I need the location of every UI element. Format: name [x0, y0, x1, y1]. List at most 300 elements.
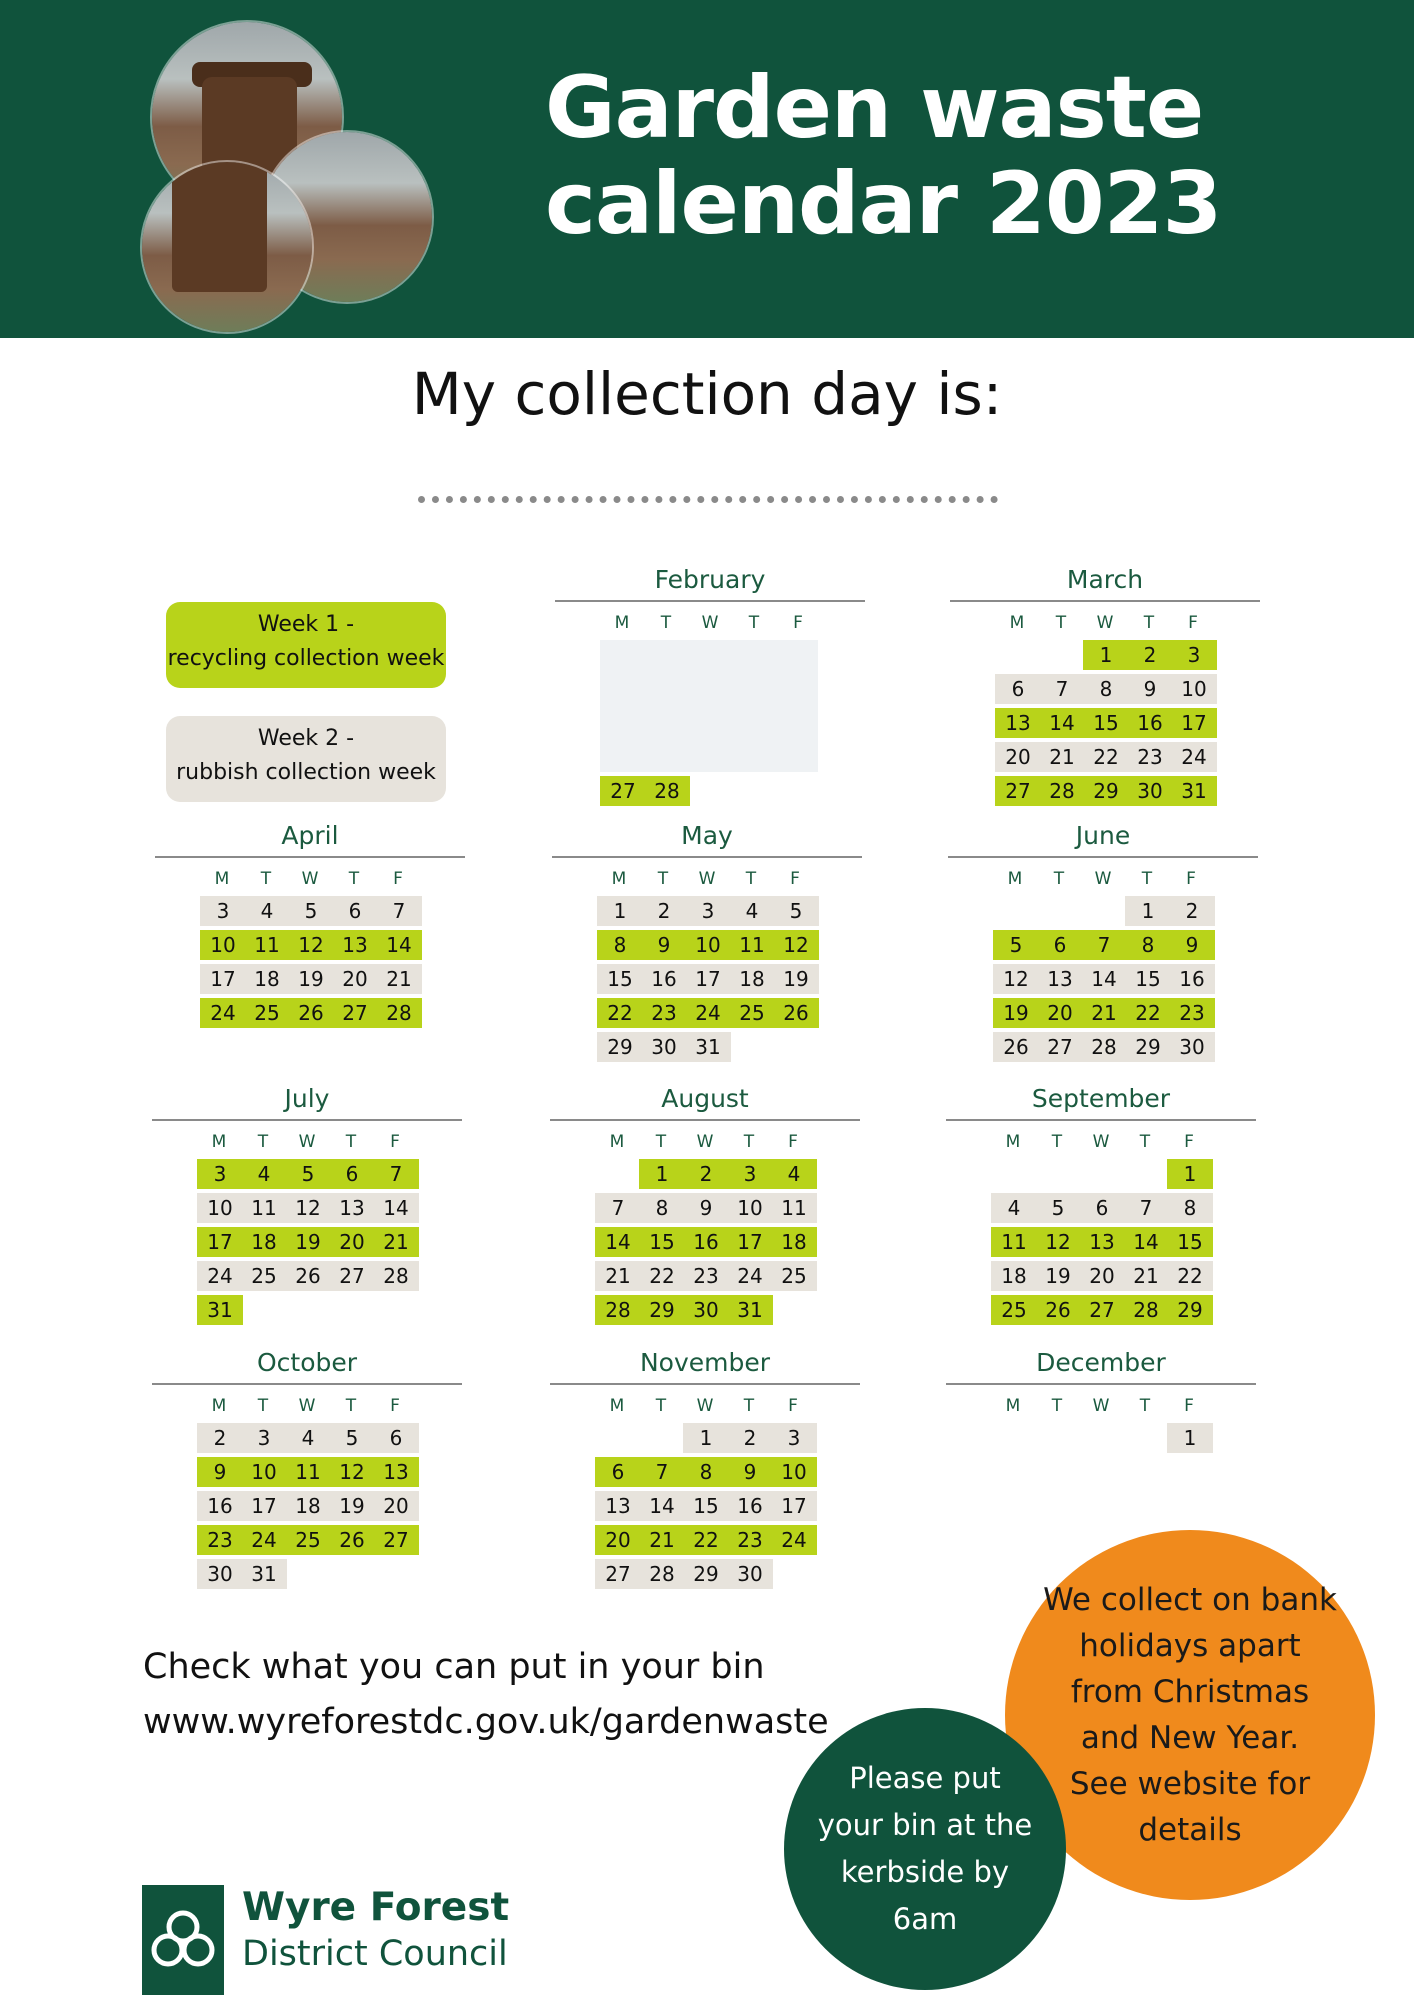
- month-divider: [152, 1383, 462, 1385]
- empty-day: [776, 776, 822, 806]
- day-cell: 13: [1079, 1227, 1125, 1257]
- day-cell: 20: [595, 1525, 641, 1555]
- day-cell: 20: [995, 742, 1041, 772]
- day-cell: 9: [683, 1193, 729, 1223]
- day-cell: 25: [285, 1525, 331, 1555]
- month-october: [152, 1347, 462, 1589]
- day-cell: 1: [597, 896, 643, 926]
- day-cell: 5: [773, 896, 819, 926]
- week-row: [595, 1491, 815, 1521]
- day-cell: 13: [1037, 964, 1083, 994]
- day-cell: 7: [376, 896, 422, 926]
- month-september: [946, 1083, 1256, 1325]
- week-row: [995, 776, 1215, 806]
- day-cell: 27: [332, 998, 378, 1028]
- month-days-grid: [991, 1393, 1211, 1453]
- week-row: [197, 1227, 417, 1257]
- empty-day: [1035, 1423, 1081, 1453]
- day-cell: 5: [1035, 1193, 1081, 1223]
- day-cell: 30: [1127, 776, 1173, 806]
- day-cell: 29: [639, 1295, 685, 1325]
- day-cell: 6: [332, 896, 378, 926]
- day-cell: 14: [639, 1491, 685, 1521]
- weekday-header: M: [1005, 1132, 1021, 1152]
- week-row: [595, 1261, 815, 1291]
- day-cell: 9: [1127, 674, 1173, 704]
- day-cell: 4: [244, 896, 290, 926]
- week-row: [597, 930, 817, 960]
- month-days-grid: [595, 1393, 815, 1589]
- month-june: [948, 820, 1258, 1062]
- logo-subtitle: District Council: [242, 1934, 508, 1974]
- day-cell: 26: [288, 998, 334, 1028]
- month-days-grid: [597, 866, 817, 1062]
- day-cell: 19: [1035, 1261, 1081, 1291]
- day-cell: 14: [1081, 964, 1127, 994]
- day-cell: 15: [1083, 708, 1129, 738]
- week-row: [197, 1159, 417, 1189]
- empty-day: [1081, 896, 1127, 926]
- weekday-header: W: [301, 869, 319, 889]
- week-row: [197, 1559, 417, 1589]
- week-row: [197, 1457, 417, 1487]
- weekday-header: T: [1051, 1396, 1063, 1416]
- notice-line: from Christmas: [1070, 1674, 1310, 1710]
- empty-day: [771, 1559, 817, 1589]
- day-cell: 17: [685, 964, 731, 994]
- month-name: February: [654, 565, 766, 594]
- empty-day: [773, 1032, 819, 1062]
- day-cell: 26: [993, 1032, 1039, 1062]
- empty-day: [595, 1159, 641, 1189]
- day-cell: 6: [1079, 1193, 1125, 1223]
- day-cell: 2: [683, 1159, 729, 1189]
- week-row: [597, 964, 817, 994]
- day-cell: 15: [597, 964, 643, 994]
- day-cell: 7: [1123, 1193, 1169, 1223]
- trefoil-logo-icon: [142, 1885, 224, 1995]
- month-days-grid: [200, 866, 420, 1028]
- day-cell: 24: [241, 1525, 287, 1555]
- weekday-header-row: [993, 866, 1213, 892]
- weekday-header-row: [600, 610, 820, 636]
- day-cell: 19: [993, 998, 1039, 1028]
- month-divider: [152, 1119, 462, 1121]
- weekday-header: T: [657, 869, 669, 889]
- month-name: June: [1075, 821, 1131, 850]
- day-cell: 16: [1169, 964, 1215, 994]
- day-cell: 5: [329, 1423, 375, 1453]
- day-cell: 31: [241, 1559, 287, 1589]
- day-cell: 3: [197, 1159, 243, 1189]
- day-cell: 20: [373, 1491, 419, 1521]
- weekday-header: T: [345, 1132, 357, 1152]
- day-cell: 25: [771, 1261, 817, 1291]
- month-divider: [550, 1383, 860, 1385]
- month-name: August: [661, 1084, 749, 1113]
- weekday-header: F: [793, 613, 803, 633]
- day-cell: 10: [200, 930, 246, 960]
- empty-day: [729, 1032, 775, 1062]
- month-days-grid: [991, 1129, 1211, 1325]
- weekday-header: F: [390, 1132, 400, 1152]
- weekday-header: T: [1053, 869, 1065, 889]
- empty-day: [1123, 1159, 1169, 1189]
- notice-line: 6am: [892, 1902, 958, 1936]
- day-cell: 30: [197, 1559, 243, 1589]
- check-bin-info: [143, 1640, 829, 1750]
- week-row: [995, 674, 1215, 704]
- weekday-header-row: [595, 1129, 815, 1155]
- day-cell: 24: [727, 1261, 773, 1291]
- empty-day: [1079, 1159, 1125, 1189]
- month-days-grid: [197, 1393, 417, 1589]
- day-cell: 10: [1171, 674, 1217, 704]
- collection-day-heading: My collection day is:: [411, 360, 1003, 428]
- day-cell: 26: [773, 998, 819, 1028]
- day-cell: 25: [241, 1261, 287, 1291]
- week-row: [991, 1423, 1211, 1453]
- month-name: September: [1031, 1084, 1171, 1113]
- empty-day: [285, 1295, 331, 1325]
- month-divider: [946, 1383, 1256, 1385]
- day-cell: 28: [1039, 776, 1085, 806]
- legend-rubbish-week: [166, 716, 446, 802]
- day-cell: 11: [991, 1227, 1037, 1257]
- day-cell: 4: [771, 1159, 817, 1189]
- day-cell: 31: [1171, 776, 1217, 806]
- week-row: [991, 1261, 1211, 1291]
- day-cell: 4: [729, 896, 775, 926]
- month-divider: [555, 600, 865, 602]
- week-row: [600, 776, 820, 806]
- week-row: [197, 1193, 417, 1223]
- day-cell: 10: [771, 1457, 817, 1487]
- weekday-header: M: [609, 1396, 625, 1416]
- day-cell: 22: [683, 1525, 729, 1555]
- day-cell: 13: [373, 1457, 419, 1487]
- day-cell: 23: [641, 998, 687, 1028]
- day-cell: 6: [1037, 930, 1083, 960]
- weekday-header: F: [393, 869, 403, 889]
- day-cell: 20: [332, 964, 378, 994]
- day-cell: 21: [1123, 1261, 1169, 1291]
- month-days-grid: [595, 1129, 815, 1325]
- day-cell: 29: [1167, 1295, 1213, 1325]
- empty-day: [639, 1423, 685, 1453]
- week-row: [991, 1159, 1211, 1189]
- weekday-header: M: [211, 1396, 227, 1416]
- weekday-header: W: [298, 1396, 316, 1416]
- week-row: [197, 1423, 417, 1453]
- day-cell: 14: [595, 1227, 641, 1257]
- weekday-header: T: [257, 1132, 269, 1152]
- empty-day: [688, 776, 734, 806]
- notice-line: We collect on bank: [1043, 1582, 1337, 1618]
- empty-day: [732, 776, 778, 806]
- day-cell: 2: [1169, 896, 1215, 926]
- day-cell: 18: [771, 1227, 817, 1257]
- empty-day: [1123, 1423, 1169, 1453]
- day-cell: 28: [373, 1261, 419, 1291]
- weekday-header: M: [1005, 1396, 1021, 1416]
- weekday-header: T: [748, 613, 760, 633]
- day-cell: 12: [993, 964, 1039, 994]
- day-cell: 31: [727, 1295, 773, 1325]
- day-cell: 19: [329, 1491, 375, 1521]
- weekday-header-row: [595, 1393, 815, 1419]
- day-cell: 1: [639, 1159, 685, 1189]
- day-cell: 27: [1037, 1032, 1083, 1062]
- day-cell: 31: [685, 1032, 731, 1062]
- day-cell: 21: [1039, 742, 1085, 772]
- week-row: [197, 1525, 417, 1555]
- day-cell: 6: [995, 674, 1041, 704]
- weekday-header: T: [743, 1396, 755, 1416]
- weekday-header-row: [197, 1393, 417, 1419]
- day-cell: 3: [685, 896, 731, 926]
- day-cell: 20: [1037, 998, 1083, 1028]
- weekday-header: F: [390, 1396, 400, 1416]
- notice-line: kerbside by: [840, 1855, 1010, 1889]
- weekday-header: T: [1139, 1132, 1151, 1152]
- day-cell: 9: [197, 1457, 243, 1487]
- day-cell: 8: [683, 1457, 729, 1487]
- day-cell: 1: [1167, 1423, 1213, 1453]
- day-cell: 7: [1081, 930, 1127, 960]
- day-cell: 25: [729, 998, 775, 1028]
- week-row: [993, 930, 1213, 960]
- day-cell: 17: [771, 1491, 817, 1521]
- day-cell: 17: [241, 1491, 287, 1521]
- check-bin-text: Check what you can put in your bin: [143, 1647, 765, 1687]
- weekday-header: T: [1055, 613, 1067, 633]
- day-cell: 21: [639, 1525, 685, 1555]
- day-cell: 11: [244, 930, 290, 960]
- day-cell: 5: [288, 896, 334, 926]
- weekday-header-row: [995, 610, 1215, 636]
- day-cell: 3: [241, 1423, 287, 1453]
- day-cell: 21: [1081, 998, 1127, 1028]
- bin-photo: [140, 10, 440, 320]
- day-cell: 27: [595, 1559, 641, 1589]
- kerbside-notice: [784, 1708, 1066, 1990]
- empty-day: [771, 1295, 817, 1325]
- day-cell: 30: [1169, 1032, 1215, 1062]
- day-cell: 16: [683, 1227, 729, 1257]
- week-row: [993, 964, 1213, 994]
- day-cell: 26: [1035, 1295, 1081, 1325]
- month-march: [950, 564, 1260, 806]
- weekday-header-row: [991, 1393, 1211, 1419]
- day-cell: 18: [729, 964, 775, 994]
- day-cell: 27: [329, 1261, 375, 1291]
- legend-label: Week 2 -: [257, 726, 355, 751]
- month-name: November: [639, 1348, 771, 1377]
- day-cell: 3: [727, 1159, 773, 1189]
- day-cell: 19: [288, 964, 334, 994]
- weekday-header: F: [1184, 1132, 1194, 1152]
- weekday-header: W: [1094, 869, 1112, 889]
- weekday-header: M: [614, 613, 630, 633]
- week-row: [197, 1295, 417, 1325]
- day-cell: 13: [995, 708, 1041, 738]
- day-cell: 4: [991, 1193, 1037, 1223]
- empty-day: [993, 896, 1039, 926]
- day-cell: 15: [1167, 1227, 1213, 1257]
- day-cell: 3: [200, 896, 246, 926]
- week-row: [197, 1491, 417, 1521]
- day-cell: 12: [1035, 1227, 1081, 1257]
- day-cell: 24: [771, 1525, 817, 1555]
- day-cell: 9: [727, 1457, 773, 1487]
- legend-label: recycling collection week: [167, 646, 445, 671]
- weekday-header: T: [345, 1396, 357, 1416]
- day-cell: 18: [241, 1227, 287, 1257]
- day-cell: 11: [285, 1457, 331, 1487]
- day-cell: 29: [1083, 776, 1129, 806]
- day-cell: 29: [683, 1559, 729, 1589]
- month-days-grid: [995, 610, 1215, 806]
- empty-day: [373, 1295, 419, 1325]
- day-cell: 12: [288, 930, 334, 960]
- month-november: [550, 1347, 860, 1589]
- weekday-header: M: [211, 1132, 227, 1152]
- notice-line: and New Year.: [1080, 1720, 1300, 1756]
- weekday-header: W: [1092, 1396, 1110, 1416]
- weekday-header: T: [745, 869, 757, 889]
- week-row: [595, 1457, 815, 1487]
- empty-day: [991, 1423, 1037, 1453]
- week-row: [993, 896, 1213, 926]
- weekday-header: W: [701, 613, 719, 633]
- title-line-1: Garden waste: [545, 58, 1204, 158]
- day-cell: 18: [991, 1261, 1037, 1291]
- day-cell: 4: [285, 1423, 331, 1453]
- website-link[interactable]: www.wyreforestdc.gov.uk/gardenwaste: [143, 1702, 829, 1742]
- week-row: [995, 640, 1215, 670]
- legend-label: rubbish collection week: [176, 760, 436, 785]
- weekday-header: F: [788, 1132, 798, 1152]
- empty-day: [991, 1159, 1037, 1189]
- notice-line: See website for: [1069, 1766, 1311, 1802]
- month-days-grid: [600, 610, 820, 806]
- week-row: [200, 964, 420, 994]
- day-cell: 23: [727, 1525, 773, 1555]
- weekday-header: W: [1092, 1132, 1110, 1152]
- month-august: [550, 1083, 860, 1325]
- day-cell: 8: [597, 930, 643, 960]
- weekday-header: T: [260, 869, 272, 889]
- day-cell: 5: [993, 930, 1039, 960]
- day-cell: 22: [639, 1261, 685, 1291]
- week-row: [595, 1193, 815, 1223]
- week-row: [991, 1227, 1211, 1257]
- weekday-header: M: [611, 869, 627, 889]
- day-cell: 7: [1039, 674, 1085, 704]
- week-row: [995, 708, 1215, 738]
- day-cell: 7: [595, 1193, 641, 1223]
- day-cell: 14: [376, 930, 422, 960]
- day-cell: 2: [197, 1423, 243, 1453]
- day-cell: 27: [600, 776, 646, 806]
- weekday-header: T: [1139, 1396, 1151, 1416]
- day-cell: 21: [595, 1261, 641, 1291]
- weekday-header-row: [197, 1129, 417, 1155]
- month-december: [946, 1347, 1256, 1453]
- weekday-header: W: [1096, 613, 1114, 633]
- day-cell: 24: [200, 998, 246, 1028]
- day-cell: 13: [329, 1193, 375, 1223]
- week-row: [597, 1032, 817, 1062]
- day-cell: 24: [197, 1261, 243, 1291]
- weekday-header: F: [1184, 1396, 1194, 1416]
- day-cell: 15: [1125, 964, 1171, 994]
- day-cell: 6: [373, 1423, 419, 1453]
- week-row: [595, 1295, 815, 1325]
- month-july: [152, 1083, 462, 1325]
- day-cell: 5: [285, 1159, 331, 1189]
- week-row: [200, 896, 420, 926]
- day-cell: 10: [727, 1193, 773, 1223]
- day-cell: 17: [727, 1227, 773, 1257]
- day-cell: 23: [683, 1261, 729, 1291]
- day-cell: 11: [729, 930, 775, 960]
- day-cell: 12: [773, 930, 819, 960]
- day-cell: 30: [683, 1295, 729, 1325]
- day-cell: 15: [639, 1227, 685, 1257]
- day-cell: 14: [373, 1193, 419, 1223]
- day-cell: 13: [332, 930, 378, 960]
- weekday-header-row: [200, 866, 420, 892]
- day-cell: 27: [995, 776, 1041, 806]
- empty-day: [1079, 1423, 1125, 1453]
- day-cell: 16: [1127, 708, 1173, 738]
- empty-day: [285, 1559, 331, 1589]
- day-cell: 29: [1125, 1032, 1171, 1062]
- weekday-header: W: [696, 1396, 714, 1416]
- day-cell: 16: [727, 1491, 773, 1521]
- month-name: July: [284, 1084, 330, 1113]
- weekday-header: W: [298, 1132, 316, 1152]
- weekday-header: T: [1051, 1132, 1063, 1152]
- day-cell: 26: [285, 1261, 331, 1291]
- day-cell: 14: [1123, 1227, 1169, 1257]
- day-cell: 6: [595, 1457, 641, 1487]
- weekday-header: T: [257, 1396, 269, 1416]
- weekday-header: M: [214, 869, 230, 889]
- month-divider: [948, 856, 1258, 858]
- collection-day-fill-line: [418, 496, 998, 503]
- day-cell: 2: [1127, 640, 1173, 670]
- day-cell: 30: [641, 1032, 687, 1062]
- day-cell: 9: [1169, 930, 1215, 960]
- day-cell: 28: [376, 998, 422, 1028]
- day-cell: 22: [597, 998, 643, 1028]
- week-row: [995, 742, 1215, 772]
- day-cell: 30: [727, 1559, 773, 1589]
- week-row: [597, 998, 817, 1028]
- empty-day: [995, 640, 1041, 670]
- day-cell: 22: [1125, 998, 1171, 1028]
- header-banner: [0, 0, 1414, 338]
- day-cell: 23: [1127, 742, 1173, 772]
- photo-circle: [140, 160, 314, 334]
- day-cell: 28: [639, 1559, 685, 1589]
- day-cell: 21: [373, 1227, 419, 1257]
- day-cell: 7: [373, 1159, 419, 1189]
- day-cell: 29: [597, 1032, 643, 1062]
